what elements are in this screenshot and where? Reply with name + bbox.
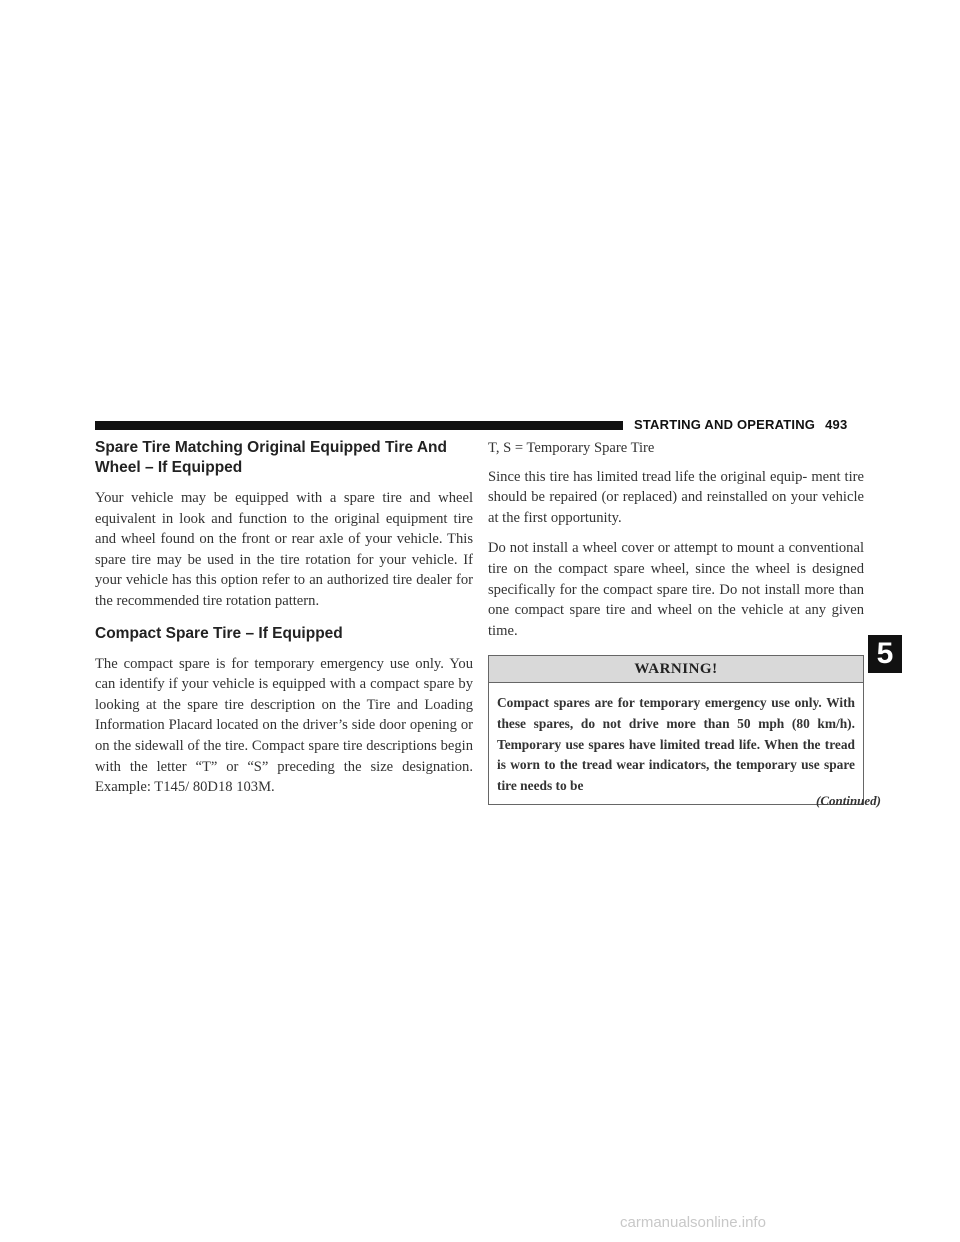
running-header <box>634 417 847 432</box>
paragraph-temporary-spare-definition: T, S = Temporary Spare Tire <box>488 440 655 456</box>
page-number: 493 <box>825 417 848 432</box>
section-title: STARTING AND OPERATING <box>634 417 816 432</box>
paragraph-spare-tire-matching: Your vehicle may be equipped with a spare tire and wheel equivalent in look and function to the original equipment tire and wheel found on the front or rear axle of your vehicle. This spare tire may be used in the tire rotation for your vehicle. If your vehicle has this option refer to an authorized tire dealer for the recommended tire rotation pattern. <box>95 490 473 609</box>
right-column <box>488 438 864 805</box>
heading-spare-tire-matching: Spare Tire Matching Original Equipped Tire And Wheel – If Equipped <box>95 439 447 476</box>
warning-body: Compact spares are for temporary emergency use only. With these spares, do not drive more than 50 mph (80 km/h). Temporary use spares have limited tread life. When the tread is worn to the tread wear indicators, the temporary use spare tire needs to be <box>497 695 855 793</box>
continued-label: (Continued) <box>816 793 882 808</box>
header-rule <box>95 421 623 430</box>
watermark-text: carmanualsonline.info <box>620 1214 766 1231</box>
paragraph-wheel-cover: Do not install a wheel cover or attempt to mount a conventional tire on the compact spare wheel, since the wheel is designed specifically for the compact spare tire. Do not install more than one compact spare tire and wheel on the vehicle at any given time. <box>488 540 864 639</box>
chapter-tab: 5 <box>868 635 902 673</box>
paragraph-compact-spare: The compact spare is for temporary emergency use only. You can identify if your vehicle is equipped with a compact spare by looking at the spare tire description on the Tire and Loading Information Placard located on the driver’s side door opening or on the sidewall of the tire. Compact spare tire descriptions begin with the letter “T” or “S” preceding the size designation. Example: T145/ 80D18 103M. <box>95 655 473 796</box>
left-column <box>95 438 473 808</box>
warning-title: WARNING! <box>489 656 863 683</box>
warning-box <box>488 655 864 805</box>
paragraph-tread-life: Since this tire has limited tread life the original equip- ment tire should be repaired (or replaced) and reinstalled on your vehicle at the first opportunity. <box>488 468 864 526</box>
heading-compact-spare: Compact Spare Tire – If Equipped <box>95 624 343 642</box>
